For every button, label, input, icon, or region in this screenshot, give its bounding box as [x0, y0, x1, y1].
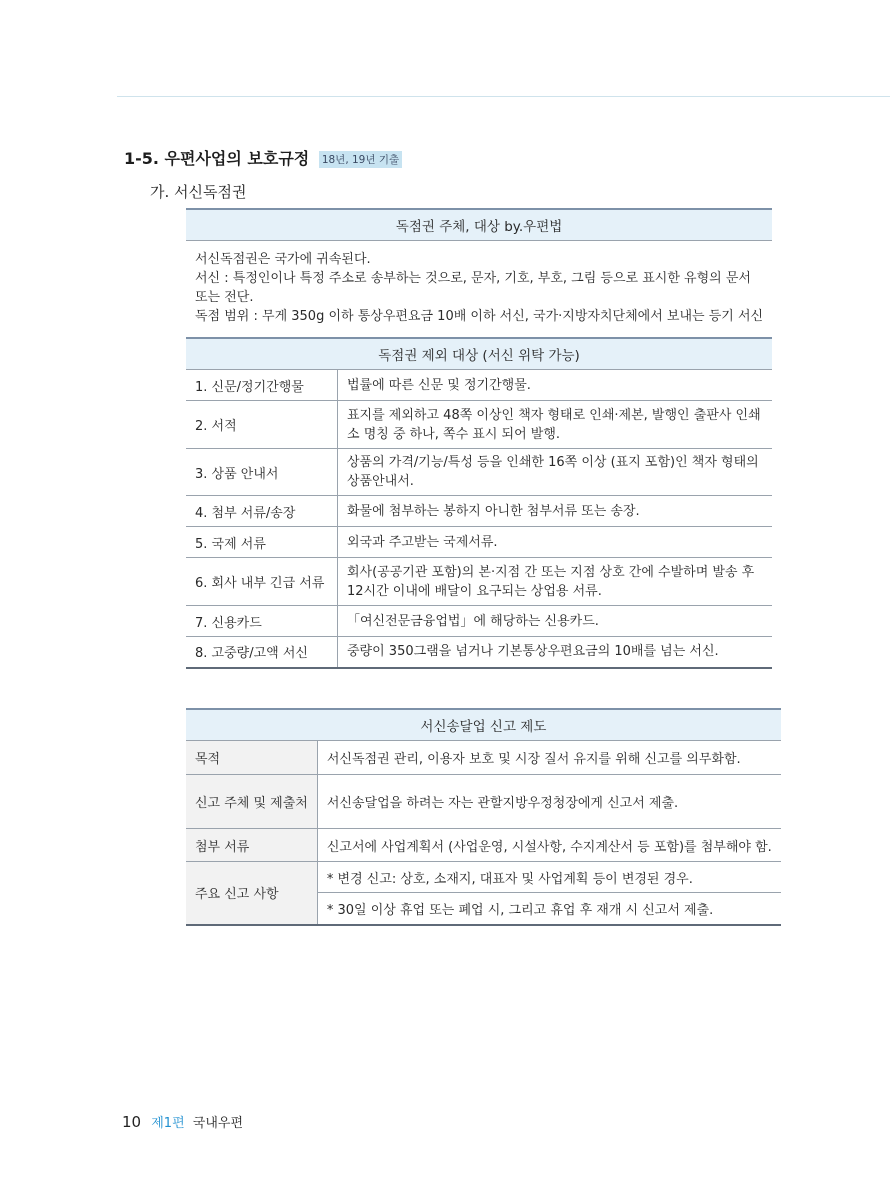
exclusion-subheader: 독점권 제외 대상 (서신 위탁 가능) [186, 338, 772, 370]
exclusion-item-detail: 화물에 첨부하는 봉하지 아니한 첨부서류 또는 송장. [338, 496, 773, 527]
section-title-text: 1-5. 우편사업의 보호규정 [124, 149, 310, 168]
page-number: 10 [122, 1113, 142, 1131]
description-line: 독점 범위 : 무게 350g 이하 통상우편요금 10배 이하 서신, 국가·지방자치단체에서 보내는 등기 서신 [195, 309, 764, 324]
exclusion-item-detail: 회사(공공기관 포함)의 본·지점 간 또는 지점 상호 간에 수발하며 발송 후 12시간 이내에 배달이 요구되는 상업용 서류. [338, 558, 773, 606]
exclusion-item-label: 2. 서적 [186, 401, 338, 449]
exclusion-item-detail: 중량이 350그램을 넘거나 기본통상우편요금의 10배를 넘는 서신. [338, 637, 773, 668]
exam-year-tag: 18년, 19년 기출 [319, 151, 402, 168]
description-line: 서신독점권은 국가에 귀속된다. [195, 252, 371, 267]
monopoly-table-header: 독점권 주체, 대상 by.우편법 [186, 209, 772, 241]
exclusion-item-label: 6. 회사 내부 긴급 서류 [186, 558, 338, 606]
header-divider [117, 96, 890, 97]
section-title [124, 146, 402, 169]
registration-item-detail: 서신송달업을 하려는 자는 관할지방우정청장에게 신고서 제출. [317, 775, 780, 829]
exclusion-item-label: 5. 국제 서류 [186, 527, 338, 558]
exclusion-item-detail: 외국과 주고받는 국제서류. [338, 527, 773, 558]
sub-title: 가. 서신독점권 [150, 183, 247, 201]
exclusion-item-detail: 표지를 제외하고 48쪽 이상인 책자 형태로 인쇄·제본, 발행인 출판사 인쇄소 명칭 중 하나, 쪽수 표시 되어 발행. [338, 401, 773, 449]
description-line: 또는 전단. [195, 290, 254, 305]
registration-item-detail: 서신독점권 관리, 이용자 보호 및 시장 질서 유지를 위해 신고를 의무화함. [317, 741, 780, 775]
monopoly-description [186, 241, 772, 339]
registration-table [186, 708, 781, 926]
page-footer [122, 1112, 243, 1131]
exclusion-item-label: 7. 신용카드 [186, 606, 338, 637]
description-line: 서신 : 특정인이나 특정 주소로 송부하는 것으로, 문자, 기호, 부호, 그림 등으로 표시한 유형의 문서 [195, 271, 751, 286]
part-label: 제1편 [151, 1116, 185, 1131]
registration-table-header: 서신송달업 신고 제도 [186, 709, 781, 741]
registration-item-label: 첨부 서류 [186, 829, 317, 862]
exclusion-item-label: 8. 고중량/고액 서신 [186, 637, 338, 668]
registration-item-label: 주요 신고 사항 [186, 862, 317, 925]
exclusion-item-detail: 상품의 가격/기능/특성 등을 인쇄한 16쪽 이상 (표지 포함)인 책자 형태의 상품안내서. [338, 449, 773, 496]
registration-item-label: 신고 주체 및 제출처 [186, 775, 317, 829]
exclusion-item-detail: 「여신전문금융업법」에 해당하는 신용카드. [338, 606, 773, 637]
exclusion-item-label: 3. 상품 안내서 [186, 449, 338, 496]
registration-item-label: 목적 [186, 741, 317, 775]
registration-item-detail: * 변경 신고: 상호, 소재지, 대표자 및 사업계획 등이 변경된 경우. [317, 862, 780, 893]
exclusion-item-label: 1. 신문/정기간행물 [186, 370, 338, 401]
exclusion-item-label: 4. 첨부 서류/송장 [186, 496, 338, 527]
registration-item-detail: 신고서에 사업계획서 (사업운영, 시설사항, 수지계산서 등 포함)를 첨부해야 함. [317, 829, 780, 862]
monopoly-table [186, 208, 772, 669]
part-title: 국내우편 [192, 1116, 243, 1131]
exclusion-item-detail: 법률에 따른 신문 및 정기간행물. [338, 370, 773, 401]
registration-item-detail: * 30일 이상 휴업 또는 폐업 시, 그리고 휴업 후 재개 시 신고서 제출. [317, 893, 780, 925]
